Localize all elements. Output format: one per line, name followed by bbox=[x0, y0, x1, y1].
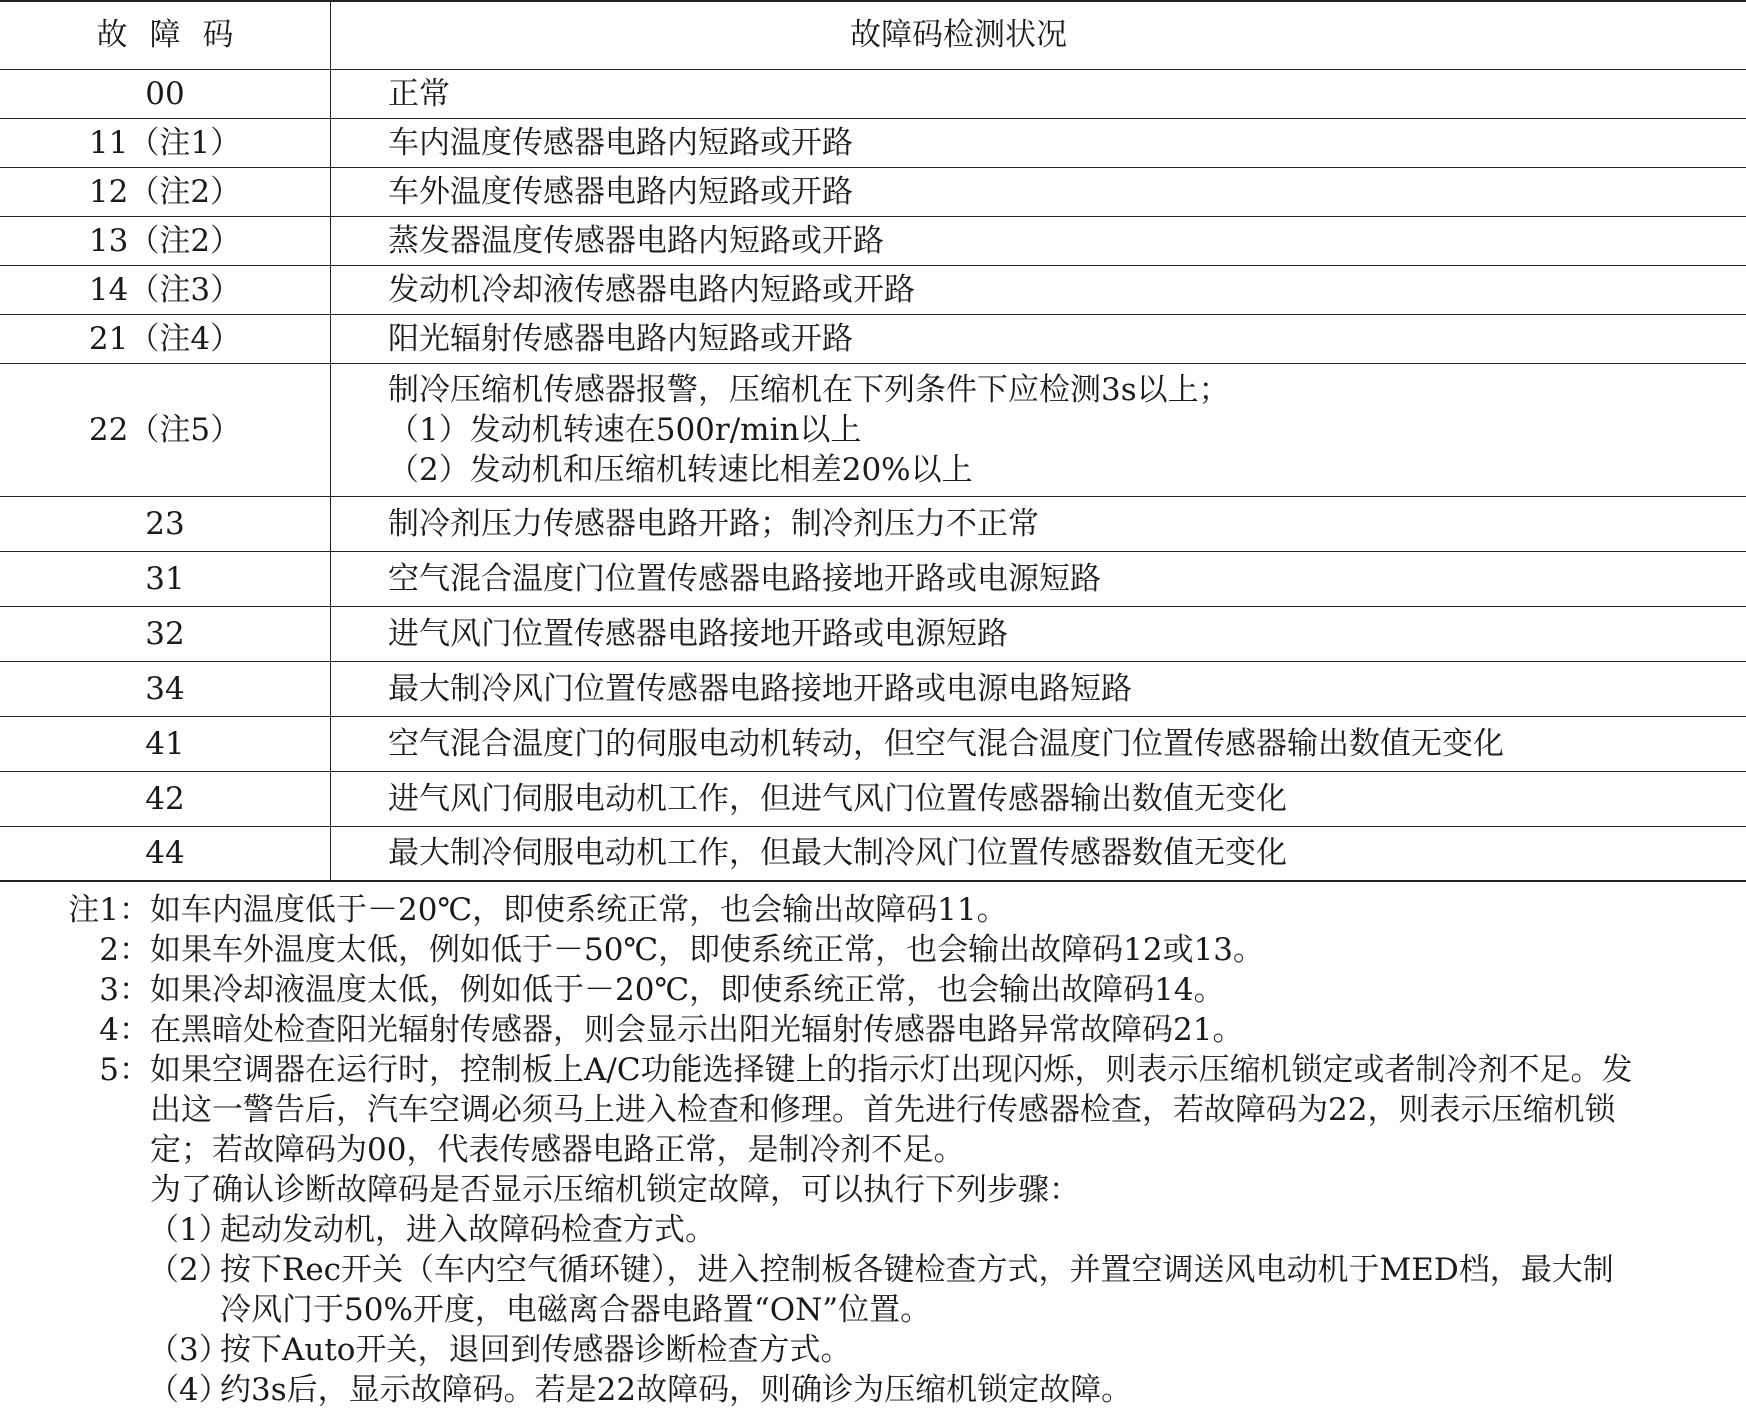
fault-code-cell: 31 bbox=[0, 551, 331, 606]
description-cell: 正常 bbox=[331, 69, 1746, 118]
step-text: 按下Auto开关，退回到传感器诊断检查方式。 bbox=[220, 1330, 1746, 1370]
note-4 bbox=[0, 1010, 1746, 1050]
note-text: 在黑暗处检查阳光辐射传感器，则会显示出阳光辐射传感器电路异常故障码21。 bbox=[150, 1010, 1746, 1050]
fault-code-cell: 44 bbox=[0, 826, 331, 881]
fault-code-cell: 32 bbox=[0, 606, 331, 661]
table-row bbox=[0, 314, 1746, 363]
note-step-3 bbox=[0, 1330, 1746, 1370]
fault-code-cell: 23 bbox=[0, 496, 331, 551]
note-step-2 bbox=[0, 1250, 1746, 1330]
note-step-1 bbox=[0, 1210, 1746, 1250]
table-row bbox=[0, 265, 1746, 314]
step-number: （4） bbox=[148, 1370, 230, 1410]
header-fault-code bbox=[0, 1, 331, 69]
note-text-line: 出这一警告后，汽车空调必须马上进入检查和修理。首先进行传感器检查，若故障码为22，则表示压缩机锁 bbox=[150, 1090, 1746, 1130]
note-text-line: 定；若故障码为00，代表传感器电路正常，是制冷剂不足。 bbox=[150, 1130, 1746, 1170]
note-label: 3： bbox=[0, 970, 150, 1010]
table-notes bbox=[0, 890, 1746, 1410]
description-cell: 蒸发器温度传感器电路内短路或开路 bbox=[331, 216, 1746, 265]
description-line: （2）发动机和压缩机转速比相差20%以上 bbox=[388, 450, 1746, 490]
description-line: 制冷压缩机传感器报警，压缩机在下列条件下应检测3s以上； bbox=[388, 370, 1746, 410]
step-text: 起动发动机，进入故障码检查方式。 bbox=[220, 1210, 1746, 1250]
step-number: （3） bbox=[148, 1330, 230, 1370]
description-cell: 制冷剂压力传感器电路开路；制冷剂压力不正常 bbox=[331, 496, 1746, 551]
fault-code-cell: 11（注1） bbox=[0, 118, 331, 167]
note-label: 4： bbox=[0, 1010, 150, 1050]
description-cell: 进气风门位置传感器电路接地开路或电源短路 bbox=[331, 606, 1746, 661]
description-cell: 发动机冷却液传感器电路内短路或开路 bbox=[331, 265, 1746, 314]
step-text: 约3s后，显示故障码。若是22故障码，则确诊为压缩机锁定故障。 bbox=[220, 1370, 1746, 1410]
header-fault-code-label: 故障码 bbox=[75, 17, 256, 53]
table-header-row bbox=[0, 1, 1746, 69]
note-text-line: 如果空调器在运行时，控制板上A/C功能选择键上的指示灯出现闪烁，则表示压缩机锁定或者制冷剂不足。发 bbox=[150, 1050, 1746, 1090]
note-1 bbox=[0, 890, 1746, 930]
note-step-4 bbox=[0, 1370, 1746, 1410]
fault-code-cell: 22（注5） bbox=[0, 363, 331, 496]
step-text: 冷风门于50%开度，电磁离合器电路置“ON”位置。 bbox=[220, 1290, 1746, 1330]
description-cell: 空气混合温度门位置传感器电路接地开路或电源短路 bbox=[331, 551, 1746, 606]
table-row bbox=[0, 167, 1746, 216]
description-cell: 进气风门伺服电动机工作，但进气风门位置传感器输出数值无变化 bbox=[331, 771, 1746, 826]
step-number: （1） bbox=[148, 1210, 230, 1250]
note-text: 如果车外温度太低，例如低于－50℃，即使系统正常，也会输出故障码12或13。 bbox=[150, 930, 1746, 970]
table-row bbox=[0, 496, 1746, 551]
step-text: 按下Rec开关（车内空气循环键），进入控制板各键检查方式，并置空调送风电动机于MED档，最大制 bbox=[220, 1250, 1746, 1290]
fault-code-cell: 00 bbox=[0, 69, 331, 118]
note-3 bbox=[0, 970, 1746, 1010]
description-line: （1）发动机转速在500r/min以上 bbox=[388, 410, 1746, 450]
description-cell: 车内温度传感器电路内短路或开路 bbox=[331, 118, 1746, 167]
table-row bbox=[0, 551, 1746, 606]
fault-code-cell: 41 bbox=[0, 716, 331, 771]
step-number: （2） bbox=[148, 1250, 230, 1290]
description-cell: 最大制冷风门位置传感器电路接地开路或电源电路短路 bbox=[331, 661, 1746, 716]
table-row bbox=[0, 69, 1746, 118]
table-row bbox=[0, 216, 1746, 265]
note-text: 如果冷却液温度太低，例如低于－20℃，即使系统正常，也会输出故障码14。 bbox=[150, 970, 1746, 1010]
description-cell: 阳光辐射传感器电路内短路或开路 bbox=[331, 314, 1746, 363]
note-label: 2： bbox=[0, 930, 150, 970]
header-detection-condition: 故障码检测状况 bbox=[331, 1, 1746, 69]
table-row bbox=[0, 716, 1746, 771]
description-cell bbox=[331, 363, 1746, 496]
table-row bbox=[0, 118, 1746, 167]
table-row bbox=[0, 826, 1746, 881]
table-row bbox=[0, 363, 1746, 496]
description-cell: 空气混合温度门的伺服电动机转动，但空气混合温度门位置传感器输出数值无变化 bbox=[331, 716, 1746, 771]
fault-code-cell: 13（注2） bbox=[0, 216, 331, 265]
description-cell: 最大制冷伺服电动机工作，但最大制冷风门位置传感器数值无变化 bbox=[331, 826, 1746, 881]
note-label: 5： bbox=[0, 1050, 150, 1090]
table-row bbox=[0, 661, 1746, 716]
note-label: 注1： bbox=[0, 890, 150, 930]
fault-code-cell: 21（注4） bbox=[0, 314, 331, 363]
table-row bbox=[0, 606, 1746, 661]
fault-code-cell: 34 bbox=[0, 661, 331, 716]
fault-code-cell: 14（注3） bbox=[0, 265, 331, 314]
note-5 bbox=[0, 1050, 1746, 1210]
description-cell: 车外温度传感器电路内短路或开路 bbox=[331, 167, 1746, 216]
table-row bbox=[0, 771, 1746, 826]
note-2 bbox=[0, 930, 1746, 970]
fault-code-cell: 12（注2） bbox=[0, 167, 331, 216]
note-text: 如车内温度低于－20℃，即使系统正常，也会输出故障码11。 bbox=[150, 890, 1746, 930]
note-text-line: 为了确认诊断故障码是否显示压缩机锁定故障，可以执行下列步骤： bbox=[150, 1170, 1746, 1210]
fault-code-cell: 42 bbox=[0, 771, 331, 826]
